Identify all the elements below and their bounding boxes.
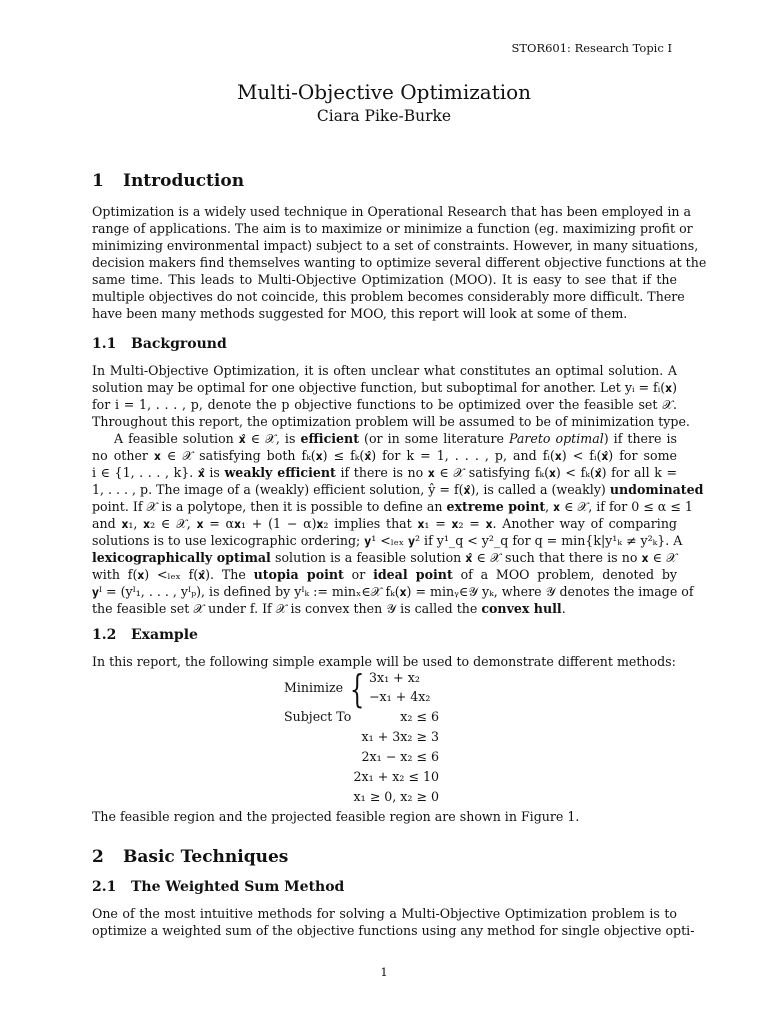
term-weakly-efficient: weakly efficient bbox=[224, 465, 336, 480]
subject-to-label: Subject To bbox=[284, 709, 352, 724]
text-run: (or in some literature bbox=[359, 431, 509, 446]
term-efficient: efficient bbox=[300, 431, 360, 446]
subsection-number: 1.2 bbox=[92, 627, 117, 643]
subsection-number: 1.1 bbox=[92, 336, 117, 352]
weighted-sum-paragraph bbox=[92, 905, 695, 939]
section-heading-introduction bbox=[92, 171, 244, 191]
intro-paragraph bbox=[92, 203, 707, 322]
text-line: multiple objectives do not coincide, this problem becomes considerably more difficult. There bbox=[92, 289, 685, 304]
term-ideal-point: ideal point bbox=[373, 567, 453, 582]
text-run: solution is a feasible solution 𝐱̂ ∈ 𝒳 such that there is no 𝐱 ∈ 𝒳 bbox=[270, 550, 677, 565]
text-line: range of applications. The aim is to maximize or minimize a function (eg. maximizing profit or bbox=[92, 221, 693, 236]
constraint-1: x₂ ≤ 6 bbox=[400, 709, 439, 724]
section-title: Basic Techniques bbox=[123, 847, 289, 867]
objective-1: 3x₁ + x₂ bbox=[369, 670, 420, 685]
section-number: 2 bbox=[92, 847, 104, 867]
text-line: and 𝐱₁, 𝐱₂ ∈ 𝒳, 𝐱 = α𝐱₁ + (1 − α)𝐱₂ implies that 𝐱₁ = 𝐱₂ = 𝐱. Another way of comparing bbox=[92, 516, 677, 531]
text-line: for i = 1, . . . , p, denote the p objective functions to be optimized over the feasible set 𝒳. bbox=[92, 397, 677, 412]
text-line: solution may be optimal for one objective function, but suboptimal for another. Let yᵢ = fᵢ(𝐱) bbox=[92, 380, 677, 395]
text-line: optimize a weighted sum of the objective functions using any method for single objective opti- bbox=[92, 923, 695, 938]
subsection-number: 2.1 bbox=[92, 879, 117, 895]
subsection-heading-weighted-sum bbox=[92, 879, 344, 895]
text-run: point. If 𝒳 is a polytope, then it is possible to define an bbox=[92, 499, 447, 514]
subsection-heading-example bbox=[92, 627, 198, 643]
paper-author: Ciara Pike-Burke bbox=[316, 107, 452, 125]
constraint-2: x₁ + 3x₂ ≥ 3 bbox=[361, 729, 439, 744]
text-run: or bbox=[343, 567, 374, 582]
text-line: have been many methods suggested for MOO, this report will look at some of them. bbox=[92, 306, 628, 321]
subsection-title: Example bbox=[131, 627, 198, 643]
text-line: In this report, the following simple example will be used to demonstrate different methods: bbox=[92, 654, 676, 669]
text-run: 1, . . . , p. The image of a (weakly) efficient solution, ŷ = f(𝐱̂), is called a (weakly) bbox=[92, 482, 610, 497]
text-line bbox=[92, 464, 677, 481]
paper-title: Multi-Objective Optimization bbox=[236, 80, 532, 104]
constraint-5: x₁ ≥ 0, x₂ ≥ 0 bbox=[353, 789, 439, 804]
section-heading-basic-techniques bbox=[92, 847, 288, 867]
text-line: no other 𝐱 ∈ 𝒳 satisfying both fₖ(𝐱) ≤ fₖ(𝐱̂) for k = 1, . . . , p, and fᵢ(𝐱) < fᵢ(𝐱̂) for some bbox=[92, 448, 677, 463]
text-line bbox=[92, 498, 693, 515]
text-line: decision makers find themselves wanting to optimize several different objective functions at the bbox=[92, 255, 707, 270]
text-run: , 𝐱 ∈ 𝒳, if for 0 ≤ α ≤ 1 bbox=[545, 499, 693, 514]
text-run: of a MOO problem, denoted by bbox=[452, 567, 677, 582]
text-run: ) if there is bbox=[603, 431, 677, 446]
term-extreme-point: extreme point bbox=[446, 499, 546, 514]
subsection-title: The Weighted Sum Method bbox=[131, 879, 345, 895]
constraint-4: 2x₁ + x₂ ≤ 10 bbox=[353, 769, 439, 784]
text-line bbox=[92, 430, 677, 447]
section-title: Introduction bbox=[123, 171, 245, 191]
term-pareto-optimal: Pareto optimal bbox=[508, 431, 604, 446]
text-line bbox=[92, 481, 704, 498]
term-lexicographically-optimal: lexicographically optimal bbox=[92, 550, 271, 565]
text-run: i ∈ {1, . . . , k}. 𝐱̂ is bbox=[92, 465, 225, 480]
text-run: with f(𝐱) <ₗₑₓ f(𝐱̂). The bbox=[92, 567, 254, 582]
constraint-3: 2x₁ − x₂ ≤ 6 bbox=[361, 749, 439, 764]
example-outro bbox=[92, 808, 677, 825]
text-line bbox=[92, 566, 677, 583]
text-line bbox=[92, 600, 677, 617]
text-run: if there is no 𝐱 ∈ 𝒳 satisfying fₖ(𝐱) < fₖ(𝐱̂) for all k = bbox=[335, 465, 677, 480]
background-paragraph bbox=[92, 362, 704, 617]
text-line: minimizing environmental impact) subject to a set of constraints. However, in many situations, bbox=[92, 238, 699, 253]
text-line: solutions is to use lexicographic ordering; 𝐲¹ <ₗₑₓ 𝐲² if y¹_q < y²_q for q = min{k|y¹ₖ ≠ y²ₖ}. A bbox=[92, 533, 683, 548]
text-run: the feasible set 𝒳 under f. If 𝒳 is convex then 𝒴 is called the bbox=[92, 601, 482, 616]
objective-brace: { bbox=[349, 667, 365, 711]
text-line: One of the most intuitive methods for solving a Multi-Objective Optimization problem is to bbox=[92, 906, 677, 921]
text-line: 𝐲ᴵ = (yᴵ₁, . . . , yᴵₚ), is defined by yᴵₖ := minₓ∈𝒳 fₖ(𝐱) = minᵧ∈𝒴 yₖ, where 𝒴 denotes the image of bbox=[92, 584, 694, 599]
term-convex-hull: convex hull bbox=[481, 601, 562, 616]
subsection-heading-background bbox=[92, 336, 227, 352]
text-line: In Multi-Objective Optimization, it is often unclear what constitutes an optimal solution. A bbox=[92, 363, 677, 378]
text-run: A feasible solution 𝐱̂ ∈ 𝒳, is bbox=[114, 431, 301, 446]
text-line: Throughout this report, the optimization problem will be assumed to be of minimization type. bbox=[92, 414, 690, 429]
text-line: same time. This leads to Multi-Objective Optimization (MOO). It is easy to see that if the bbox=[92, 272, 677, 287]
text-run: . bbox=[561, 601, 566, 616]
term-utopia-point: utopia point bbox=[253, 567, 344, 582]
example-intro bbox=[92, 653, 677, 670]
section-number: 1 bbox=[92, 171, 104, 191]
text-line: The feasible region and the projected feasible region are shown in Figure 1. bbox=[92, 809, 580, 824]
term-undominated: undominated bbox=[609, 482, 704, 497]
subsection-title: Background bbox=[131, 336, 227, 352]
text-line: Optimization is a widely used technique in Operational Research that has been employed in a bbox=[92, 204, 692, 219]
objective-2: −x₁ + 4x₂ bbox=[369, 689, 431, 704]
running-header: STOR601: Research Topic I bbox=[511, 41, 672, 55]
page-number: 1 bbox=[380, 965, 388, 979]
minimize-label: Minimize bbox=[284, 680, 344, 695]
text-line bbox=[92, 549, 677, 566]
